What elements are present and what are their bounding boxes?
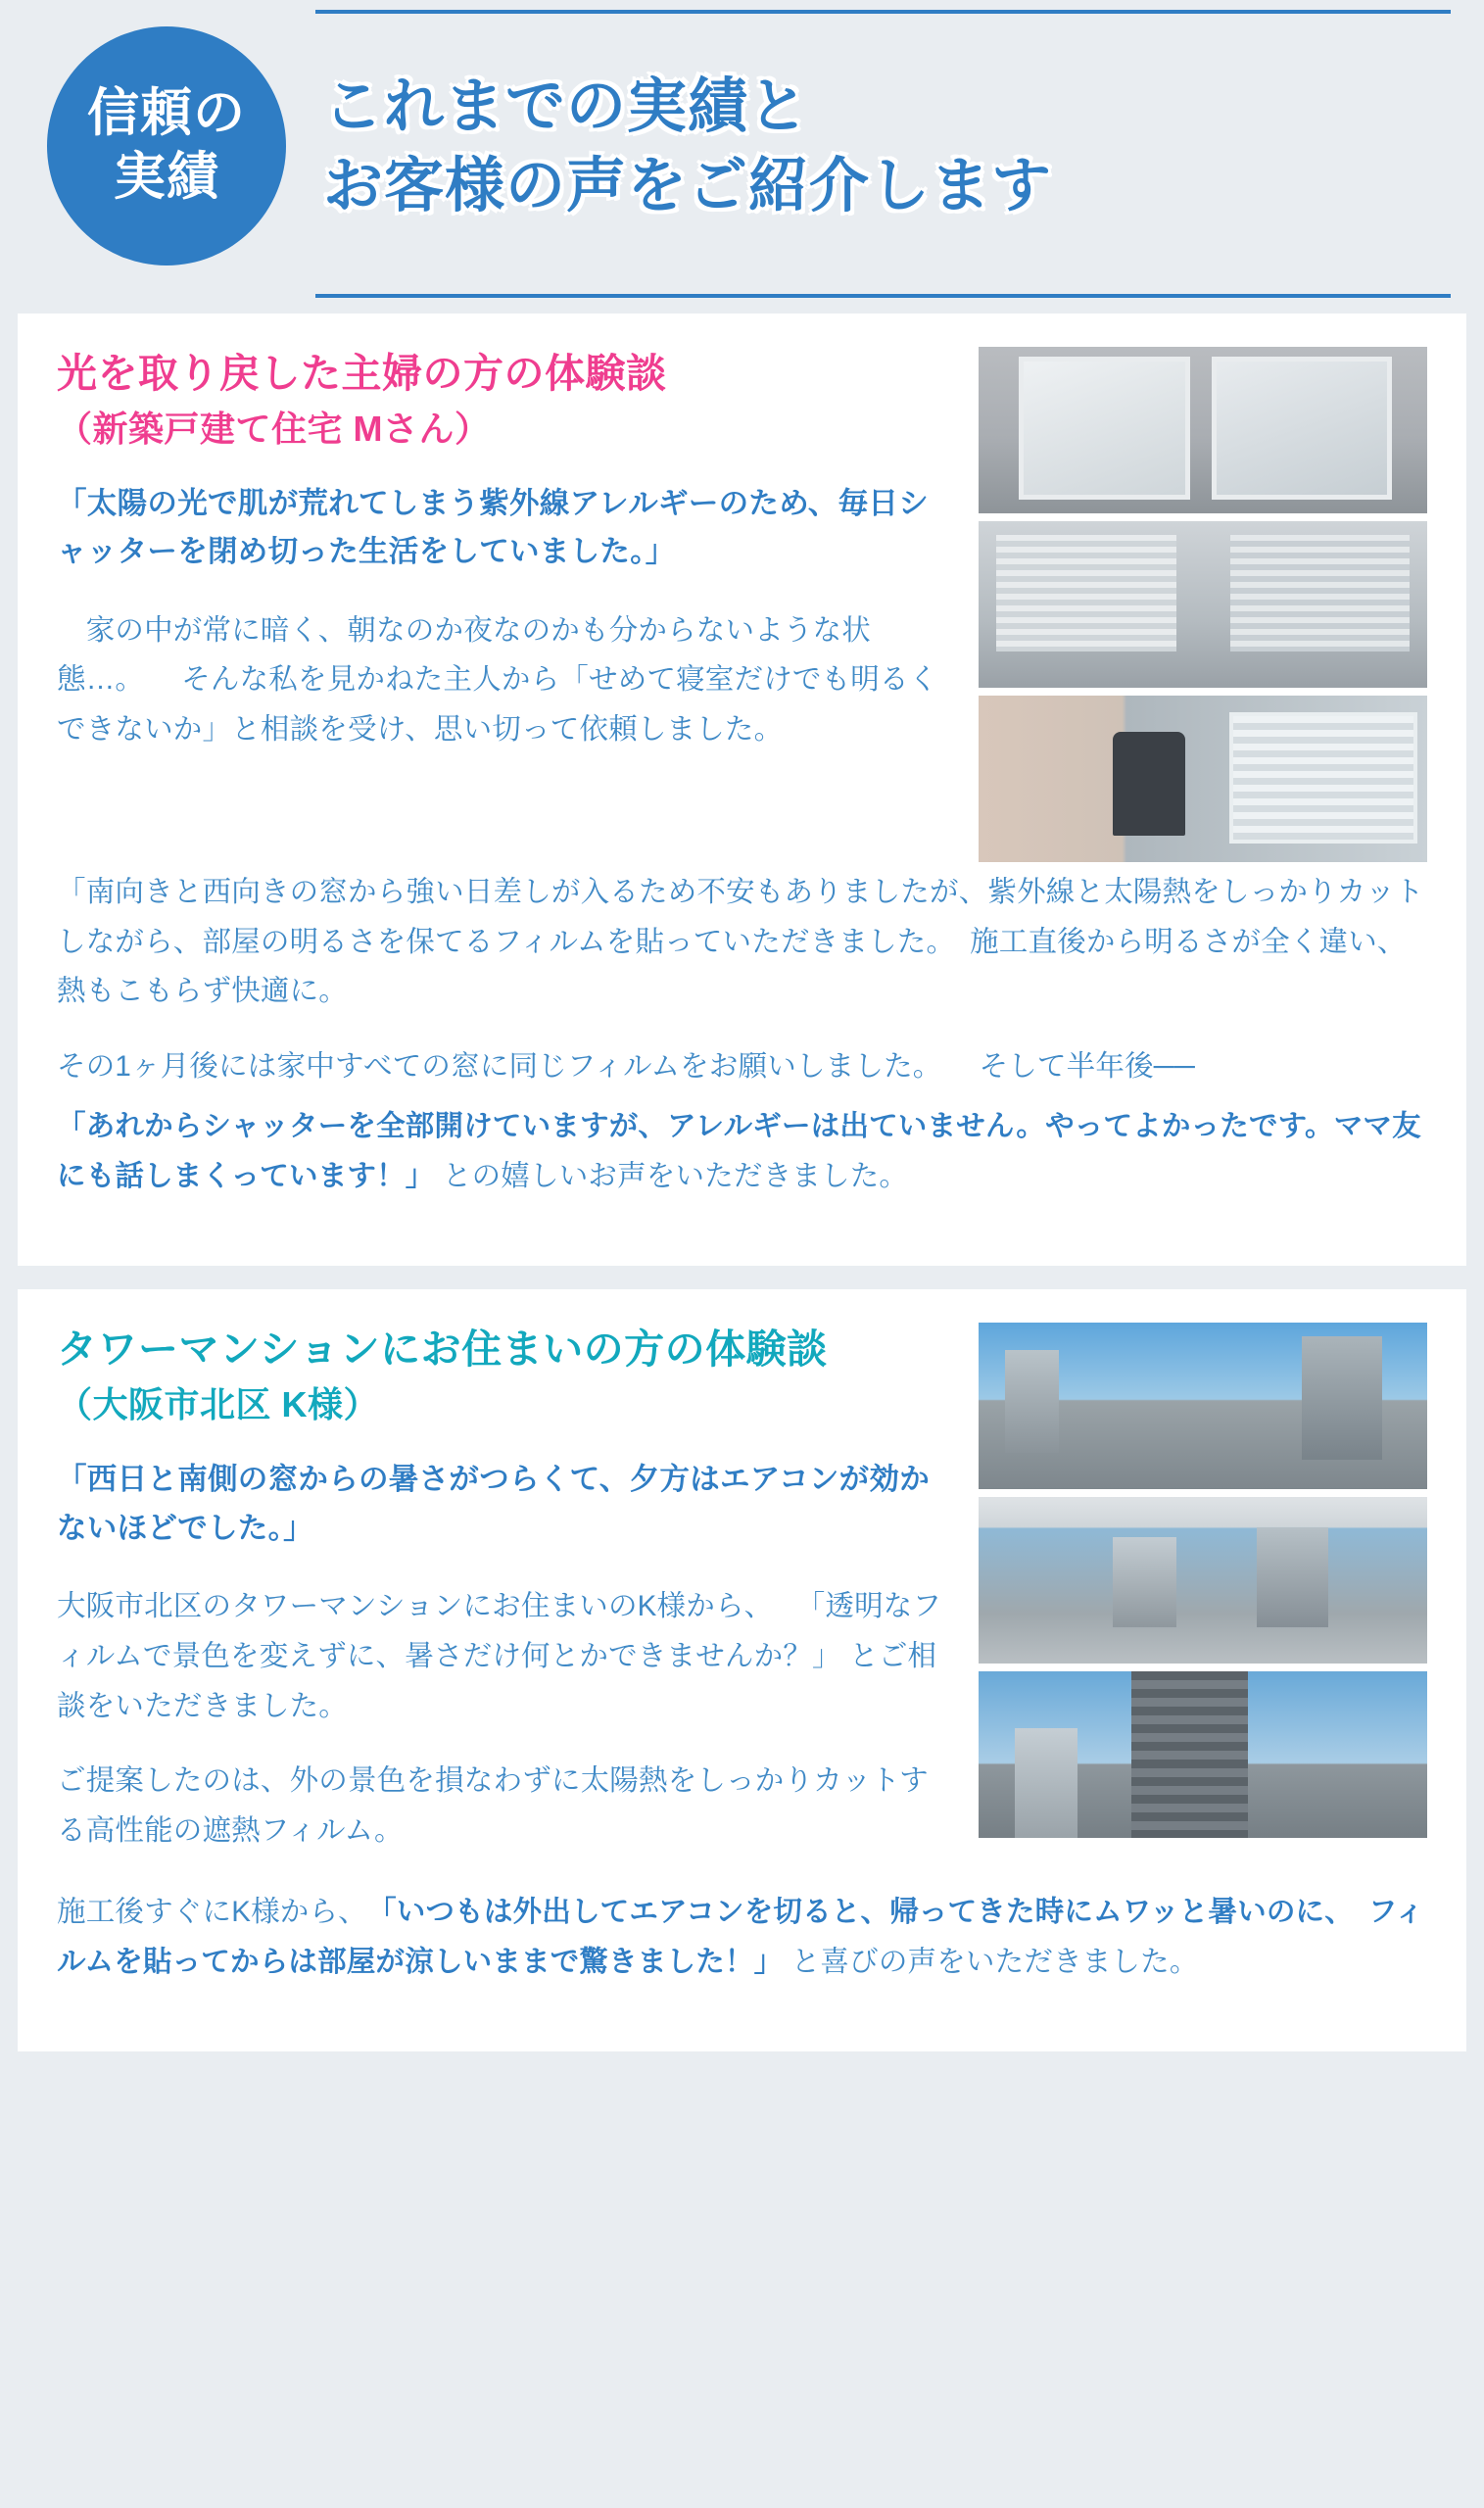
photo-balcony-shutter: [979, 521, 1427, 688]
page-title-line2: お客様の声をご紹介します: [323, 152, 1053, 218]
photo-room-window-city: [979, 1497, 1427, 1664]
story-paragraph-3b: と喜びの声をいただきました。: [783, 1945, 1199, 1978]
story-quote: 「太陽の光で肌が荒れてしまう紫外線アレルギーのため、毎日シャッターを閉め切った生活をしていました。」: [57, 486, 929, 569]
story-title: タワーマンションにお住まいの方の体験談: [57, 1326, 828, 1373]
story-paragraph-1: 家の中が常に暗く、朝なのか夜なのかも分からないような状態…。 そんな私を見かねた主人から「せめて寝室だけでも明るくできないか」と相談を受け、思い切って依頼しました。: [57, 613, 938, 747]
story-highlight-quote: 「あれからシャッターを全部開けていますが、アレルギーは出ていません。やってよかったです。ママ友にも話しまくっています！」: [57, 1109, 1421, 1192]
photo-tower-view-wide: [979, 1323, 1427, 1489]
header-rule-bottom: [315, 294, 1451, 298]
story-highlight-quote: 「いつもは外出してエアコンを切ると、帰ってきた時にムワッと暑いのに、 フィルムを貼ってからは部屋が涼しいままで驚きました！」: [57, 1895, 1424, 1978]
story-paragraph-3a: その1ヶ月後には家中すべての窓に同じフィルムをお願いしました。 そして半年後──: [57, 1050, 1195, 1084]
story-paragraph-2: ご提案したのは、外の景色を損なわずに太陽熱をしっかりカットする高性能の遮熱フィルム。: [57, 1764, 929, 1848]
photo-highrise-closeup: [979, 1671, 1427, 1838]
testimonial-card: [18, 314, 1466, 1266]
story-title: 光を取り戻した主婦の方の体験談: [57, 351, 667, 396]
photo-interior-window: [979, 347, 1427, 513]
testimonial-card: [18, 1289, 1466, 2051]
header-rule-top: [315, 10, 1451, 14]
photo-film-installation: [979, 696, 1427, 862]
story-subtitle: （新築戸建て住宅 Mさん）: [57, 408, 491, 449]
story-quote: 「西日と南側の窓からの暑さがつらくて、夕方はエアコンが効かないほどでした。」: [57, 1463, 931, 1545]
page-header: [0, 0, 1484, 290]
story-paragraph-3a: 施工後すぐにK様から、: [57, 1895, 382, 1928]
story-paragraph-2: 「南向きと西向きの窓から強い日差しが入るため不安もありましたが、紫外線と太陽熱をしっかりカットしながら、部屋の明るさを保てるフィルムを貼っていただきました。 施工直後から明るさが全く違い、熱もこもらず快適に。: [57, 876, 1424, 1008]
trust-badge-line1: 信頼の: [87, 84, 246, 143]
story-paragraph-1: 大阪市北区のタワーマンションにお住まいのK様から、 「透明なフィルムで景色を変えずに、暑さだけ何とかできませんか？」 とご相談をいただきました。: [57, 1590, 942, 1722]
story-paragraph-3: [57, 1102, 1427, 1201]
story-subtitle: （大阪市北区 K様）: [57, 1384, 380, 1425]
trust-badge: [47, 26, 286, 265]
trust-badge-line2: 実績: [114, 148, 219, 206]
photo-column: [979, 347, 1427, 862]
story-paragraph-3: [57, 1888, 1427, 1987]
page-title: [323, 67, 1052, 224]
story-paragraph-3b: との嬉しいお声をいただきました。: [434, 1159, 909, 1192]
page-title-line1: これまでの実績と: [323, 72, 810, 140]
photo-column: [979, 1323, 1427, 1838]
